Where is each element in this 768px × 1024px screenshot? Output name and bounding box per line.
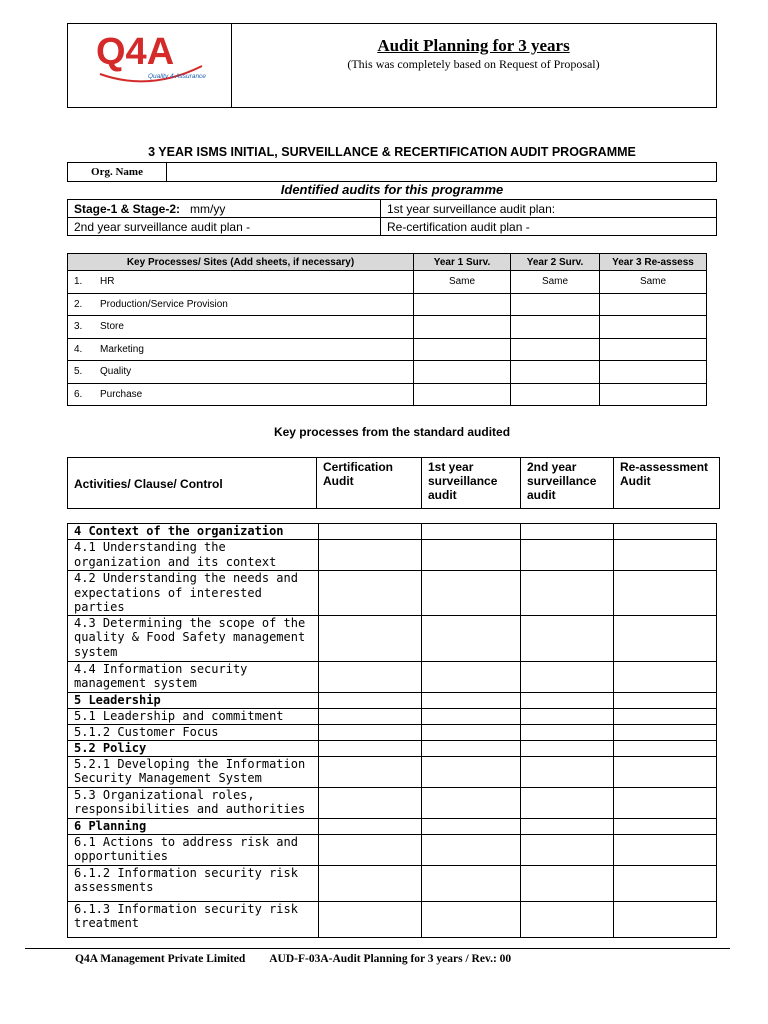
- cell-year3[interactable]: [600, 316, 707, 339]
- cell-reassessment[interactable]: [614, 540, 717, 571]
- cell-first-year[interactable]: [422, 724, 521, 740]
- process-name: 5. Quality: [68, 361, 414, 384]
- cell-second-year[interactable]: [521, 692, 614, 708]
- col-year3: Year 3 Re-assess: [600, 254, 707, 271]
- cell-second-year[interactable]: [521, 740, 614, 756]
- table-row: [68, 524, 717, 540]
- cell-certification[interactable]: [319, 787, 422, 818]
- cell-first-year[interactable]: [422, 740, 521, 756]
- table-row: [68, 271, 707, 294]
- col-reassessment: Re-assessment Audit: [614, 458, 720, 509]
- table-row: [68, 383, 707, 406]
- col-activities: Activities/ Clause/ Control: [68, 458, 317, 509]
- table-row: [68, 724, 717, 740]
- cell-reassessment[interactable]: [614, 661, 717, 692]
- cell-second-year[interactable]: [521, 571, 614, 616]
- logo-q: Q4A: [96, 31, 175, 73]
- table-row: [68, 901, 717, 937]
- cell-certification[interactable]: [319, 901, 422, 937]
- table-row: [68, 338, 707, 361]
- cell-certification[interactable]: [319, 708, 422, 724]
- clause-label: 5 Leadership: [68, 692, 319, 708]
- clause-label: 4.4 Information security management system: [68, 661, 319, 692]
- cell-year2[interactable]: [511, 383, 600, 406]
- cell-first-year[interactable]: [422, 787, 521, 818]
- cell-certification[interactable]: [319, 724, 422, 740]
- cell-reassessment[interactable]: [614, 818, 717, 834]
- stage-label: Stage-1 & Stage-2:: [74, 201, 181, 216]
- cell-reassessment[interactable]: [614, 901, 717, 937]
- cell-certification[interactable]: [319, 818, 422, 834]
- cell-second-year[interactable]: [521, 865, 614, 901]
- table-row: [68, 540, 717, 571]
- cell-year3[interactable]: [600, 338, 707, 361]
- cell-reassessment[interactable]: [614, 708, 717, 724]
- cell-year2[interactable]: [511, 338, 600, 361]
- table-row: [68, 661, 717, 692]
- stage-cell[interactable]: [68, 200, 381, 218]
- cell-reassessment[interactable]: [614, 756, 717, 787]
- clauses-table: [67, 523, 717, 938]
- cell-reassessment[interactable]: [614, 692, 717, 708]
- logo-tagline: Quality 4 Assurance: [148, 73, 206, 80]
- clause-label: 6.1.2 Information security risk assessments: [68, 865, 319, 901]
- process-name: 6. Purchase: [68, 383, 414, 406]
- table-row: [68, 692, 717, 708]
- clause-label: 5.2.1 Developing the Information Security Management System: [68, 756, 319, 787]
- cell-second-year[interactable]: [521, 615, 614, 661]
- clause-label: 5.1.2 Customer Focus: [68, 724, 319, 740]
- cell-first-year[interactable]: [422, 661, 521, 692]
- cell-first-year[interactable]: [422, 901, 521, 937]
- cell-certification[interactable]: [319, 865, 422, 901]
- q4a-logo: [90, 26, 240, 96]
- cell-year2[interactable]: Same: [511, 271, 600, 294]
- cell-reassessment[interactable]: [614, 615, 717, 661]
- cell-first-year[interactable]: [422, 708, 521, 724]
- col-first-year: 1st year surveillance audit: [422, 458, 521, 509]
- cell-certification[interactable]: [319, 540, 422, 571]
- cell-year2[interactable]: [511, 361, 600, 384]
- first-year-plan[interactable]: 1st year surveillance audit plan:: [381, 200, 717, 218]
- table-row: [68, 834, 717, 865]
- cell-certification[interactable]: [319, 661, 422, 692]
- cell-year1[interactable]: Same: [414, 271, 511, 294]
- col-key-processes: Key Processes/ Sites (Add sheets, if necessary): [68, 254, 414, 271]
- process-name: 1. HR: [68, 271, 414, 294]
- footer-company: Q4A Management Private Limited: [75, 953, 246, 965]
- cell-first-year[interactable]: [422, 865, 521, 901]
- stage-value: mm/yy: [190, 201, 226, 216]
- footer-divider: [25, 948, 730, 949]
- logo-cell: [68, 24, 232, 107]
- cell-year3[interactable]: [600, 383, 707, 406]
- cell-second-year[interactable]: [521, 787, 614, 818]
- cell-first-year[interactable]: [422, 524, 521, 540]
- cell-first-year[interactable]: [422, 756, 521, 787]
- cell-reassessment[interactable]: [614, 524, 717, 540]
- page-subtitle: (This was completely based on Request of Proposal): [347, 57, 600, 71]
- cell-second-year[interactable]: [521, 540, 614, 571]
- process-name: 4. Marketing: [68, 338, 414, 361]
- col-certification: Certification Audit: [317, 458, 422, 509]
- cell-year1[interactable]: [414, 361, 511, 384]
- clause-label: 5.1 Leadership and commitment: [68, 708, 319, 724]
- programme-title: 3 YEAR ISMS INITIAL, SURVEILLANCE & RECERTIFICATION AUDIT PROGRAMME: [148, 145, 636, 159]
- col-second-year: 2nd year surveillance audit: [521, 458, 614, 509]
- cell-first-year[interactable]: [422, 818, 521, 834]
- cell-second-year[interactable]: [521, 661, 614, 692]
- cell-first-year[interactable]: [422, 571, 521, 616]
- key-processes-standard-title: Key processes from the standard audited: [273, 425, 511, 439]
- cell-certification[interactable]: [319, 834, 422, 865]
- table-row: [68, 865, 717, 901]
- clause-label: 6.1.3 Information security risk treatment: [68, 901, 319, 937]
- cell-reassessment[interactable]: [614, 571, 717, 616]
- table-row: [68, 293, 707, 316]
- activities-header-table: [67, 457, 720, 509]
- stage-table: [67, 199, 717, 236]
- clause-label: 4.3 Determining the scope of the quality & Food Safety management system: [68, 615, 319, 661]
- cell-second-year[interactable]: [521, 756, 614, 787]
- cell-first-year[interactable]: [422, 834, 521, 865]
- cell-year3[interactable]: [600, 361, 707, 384]
- cell-reassessment[interactable]: [614, 740, 717, 756]
- cell-year1[interactable]: [414, 383, 511, 406]
- second-year-plan[interactable]: 2nd year surveillance audit plan -: [68, 218, 381, 236]
- col-year2: Year 2 Surv.: [511, 254, 600, 271]
- footer-doc-ref: AUD-F-03A-Audit Planning for 3 years / Rev.: 00: [269, 953, 512, 965]
- org-name-field[interactable]: [167, 163, 717, 182]
- cell-year2[interactable]: [511, 316, 600, 339]
- cell-second-year[interactable]: [521, 724, 614, 740]
- cell-certification[interactable]: [319, 571, 422, 616]
- cell-reassessment[interactable]: [614, 787, 717, 818]
- cell-reassessment[interactable]: [614, 834, 717, 865]
- table-row: [68, 361, 707, 384]
- cell-reassessment[interactable]: [614, 724, 717, 740]
- header-box: [67, 23, 717, 108]
- org-table: [67, 162, 717, 182]
- table-row: [68, 818, 717, 834]
- table-row: [68, 316, 707, 339]
- col-year1: Year 1 Surv.: [414, 254, 511, 271]
- cell-first-year[interactable]: [422, 692, 521, 708]
- clause-label: 5.2 Policy: [68, 740, 319, 756]
- clause-label: 4 Context of the organization: [68, 524, 319, 540]
- cell-certification[interactable]: [319, 615, 422, 661]
- process-name: 2. Production/Service Provision: [68, 293, 414, 316]
- cell-reassessment[interactable]: [614, 865, 717, 901]
- cell-second-year[interactable]: [521, 901, 614, 937]
- clause-label: 4.2 Understanding the needs and expectations of interested parties: [68, 571, 319, 616]
- cell-certification[interactable]: [319, 740, 422, 756]
- clause-label: 6 Planning: [68, 818, 319, 834]
- footer: [75, 953, 511, 965]
- table-row: [68, 787, 717, 818]
- cell-second-year[interactable]: [521, 524, 614, 540]
- cell-certification[interactable]: [319, 692, 422, 708]
- page-title: Audit Planning for 3 years: [377, 36, 570, 55]
- cell-year1[interactable]: [414, 338, 511, 361]
- recert-plan[interactable]: Re-certification audit plan -: [381, 218, 717, 236]
- org-name-label: Org. Name: [68, 163, 167, 182]
- cell-second-year[interactable]: [521, 818, 614, 834]
- cell-certification[interactable]: [319, 756, 422, 787]
- cell-year1[interactable]: [414, 316, 511, 339]
- clause-label: 5.3 Organizational roles, responsibilities and authorities: [68, 787, 319, 818]
- table-row: [68, 756, 717, 787]
- cell-first-year[interactable]: [422, 540, 521, 571]
- identified-audits-title: Identified audits for this programme: [280, 182, 504, 197]
- table-row: [68, 740, 717, 756]
- clause-label: 4.1 Understanding the organization and its context: [68, 540, 319, 571]
- table-row: [68, 708, 717, 724]
- cell-certification[interactable]: [319, 524, 422, 540]
- cell-second-year[interactable]: [521, 708, 614, 724]
- cell-year3[interactable]: Same: [600, 271, 707, 294]
- cell-year3[interactable]: [600, 293, 707, 316]
- cell-year1[interactable]: [414, 293, 511, 316]
- cell-first-year[interactable]: [422, 615, 521, 661]
- cell-second-year[interactable]: [521, 834, 614, 865]
- table-row: [68, 615, 717, 661]
- process-name: 3. Store: [68, 316, 414, 339]
- clause-label: 6.1 Actions to address risk and opportunities: [68, 834, 319, 865]
- processes-table: [67, 253, 707, 406]
- table-row: [68, 571, 717, 616]
- cell-year2[interactable]: [511, 293, 600, 316]
